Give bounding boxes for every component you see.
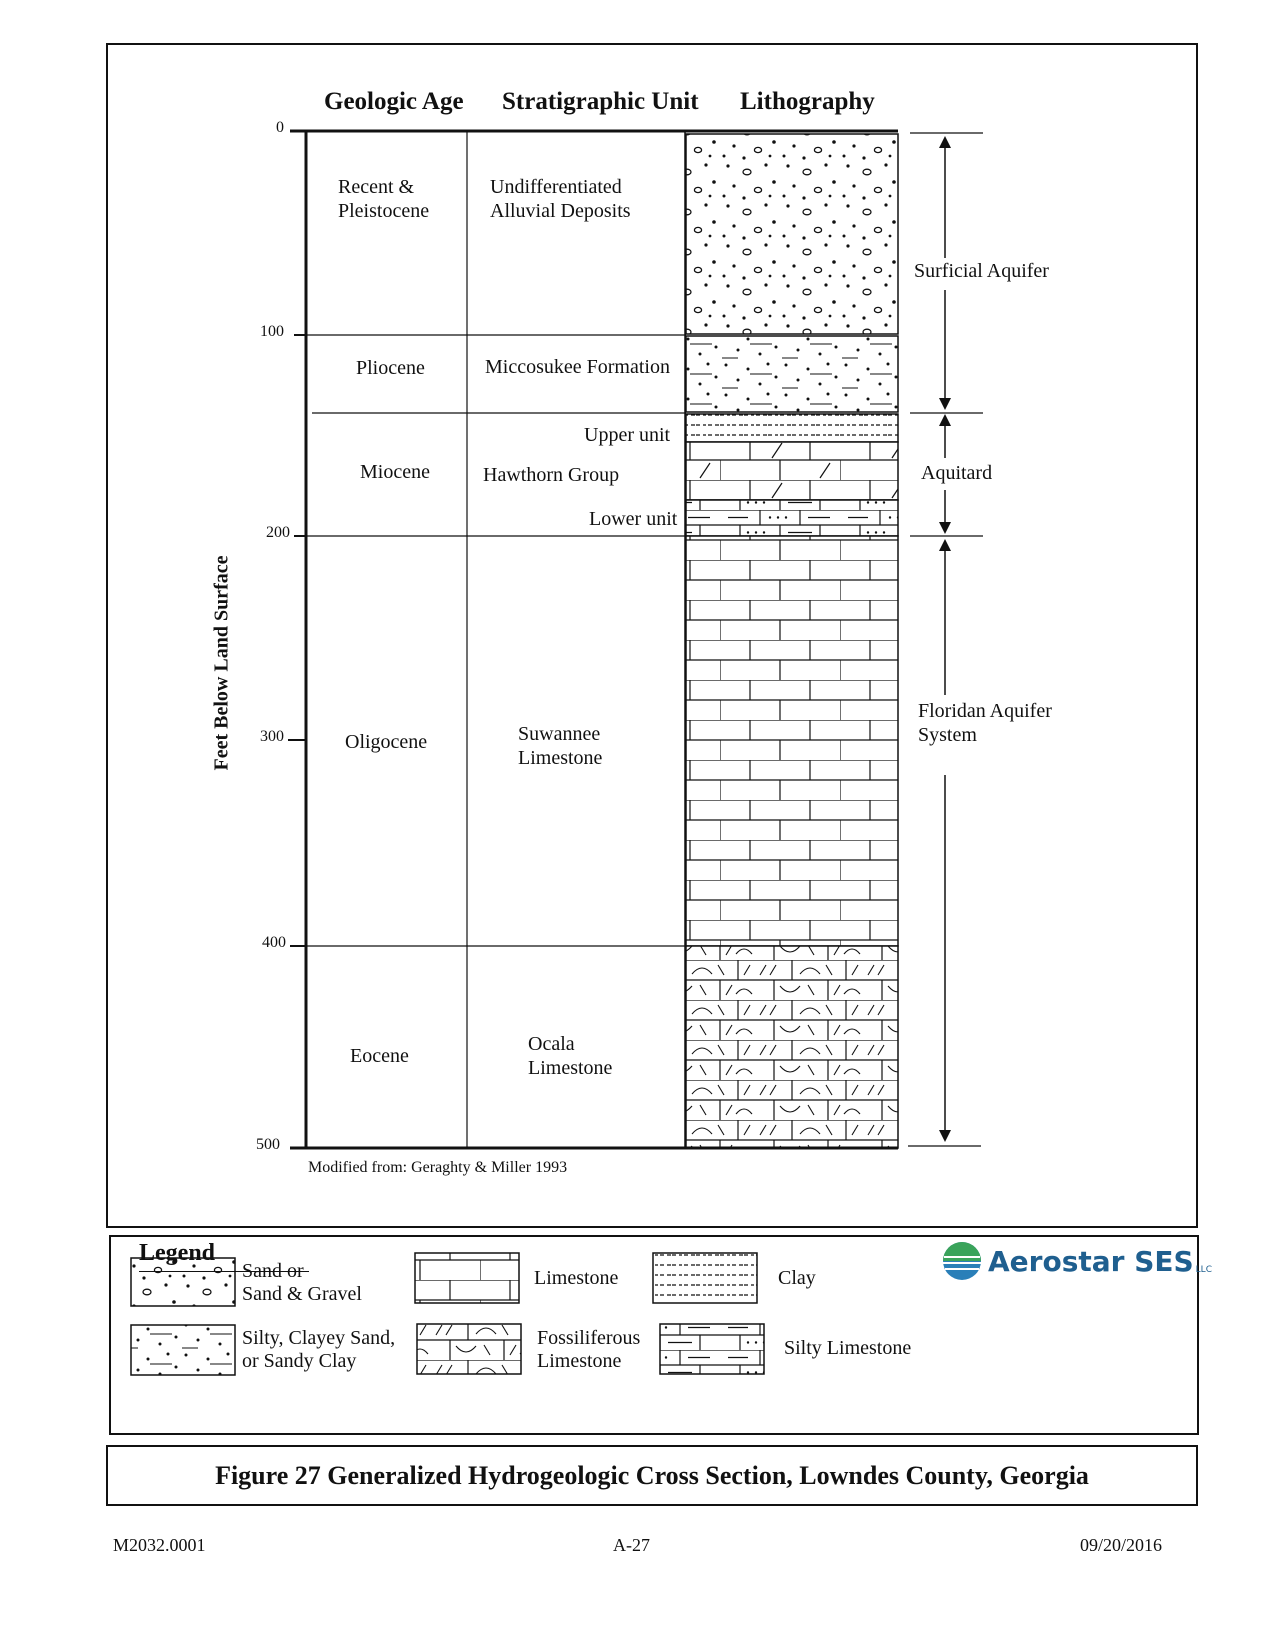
unit-ocala-line-1: Ocala [528,1033,575,1055]
age-recent-line-2: Pleistocene [338,200,430,222]
y-axis-label: Feet Below Land Surface [210,555,233,771]
logo-suffix: LLC [1195,1265,1212,1275]
unit-hawthorn-group: Hawthorn Group [483,464,620,486]
age-recent-line-1: Recent & [338,176,415,198]
legend-label-silty-sand-line-1: Silty, Clayey Sand, [242,1327,396,1349]
litho-suwannee-limestone [686,536,898,946]
age-oligocene: Oligocene [345,731,428,753]
litho-hawthorn-clay [686,414,898,442]
unit-alluvial-line-1: Undifferentiated [490,176,622,198]
aquifer-floridan-line-1: Floridan Aquifer [918,700,1052,722]
globe-icon [942,1241,982,1281]
header-geologic-age: Geologic Age [324,88,464,115]
source-note: Modified from: Geraghty & Miller 1993 [308,1159,568,1176]
unit-suwannee-line-1: Suwannee [518,723,601,745]
tick-label-300: 300 [260,728,284,745]
litho-ocala-fossiliferous [686,946,898,1148]
legend-swatch-silty-limestone [660,1324,764,1374]
legend-label-clay: Clay [778,1267,816,1289]
aerostar-logo [942,1241,1212,1281]
unit-hawthorn-upper: Upper unit [584,424,671,446]
footer-page-number: A-27 [613,1535,650,1555]
unit-alluvial-line-2: Alluvial Deposits [490,200,631,222]
tick-label-200: 200 [266,524,290,541]
aquifer-floridan-line-2: System [918,724,977,746]
unit-ocala-line-2: Limestone [528,1057,613,1079]
legend-label-sand-line-2: Sand & Gravel [242,1283,362,1305]
aquifer-surficial-label: Surficial Aquifer [914,260,1049,282]
legend-label-limestone: Limestone [534,1267,619,1289]
unit-miccosukee: Miccosukee Formation [485,356,670,378]
logo-name: Aerostar SES [988,1244,1194,1278]
litho-miccosukee-silty-sand [686,336,898,412]
header-stratigraphic-unit: Stratigraphic Unit [502,88,699,115]
unit-suwannee-line-2: Limestone [518,747,603,769]
litho-hawthorn-limestone [686,442,898,500]
legend-swatch-fossiliferous [417,1324,521,1374]
unit-hawthorn-lower: Lower unit [589,508,678,530]
legend-label-sand-line-1: Sand or [242,1260,304,1282]
tick-label-400: 400 [262,934,286,951]
tick-label-100: 100 [260,323,284,340]
footer-date: 09/20/2016 [1080,1535,1163,1555]
legend-title: Legend [139,1240,216,1266]
legend-swatch-clay [653,1253,757,1303]
header-lithography: Lithography [740,88,875,115]
age-pliocene: Pliocene [356,357,425,379]
legend-label-fossiliferous-line-1: Fossiliferous [537,1327,641,1349]
legend-label-fossiliferous-line-2: Limestone [537,1350,622,1372]
figure-caption: Figure 27 Generalized Hydrogeologic Cross Section, Lowndes County, Georgia [215,1460,1089,1490]
tick-label-0: 0 [276,119,284,136]
tick-label-500: 500 [256,1136,280,1153]
legend-label-silty-limestone: Silty Limestone [784,1337,912,1359]
litho-hawthorn-silty-limestone [686,500,898,536]
age-miocene: Miocene [360,461,430,483]
age-eocene: Eocene [350,1045,409,1067]
legend-label-silty-sand-line-2: or Sandy Clay [242,1350,357,1372]
litho-surficial-sand [686,134,898,334]
aquifer-aquitard-label: Aquitard [921,462,993,484]
footer-doc-id: M2032.0001 [113,1535,206,1555]
legend-swatch-silty-sand [131,1325,235,1375]
legend-swatch-limestone [415,1253,519,1303]
